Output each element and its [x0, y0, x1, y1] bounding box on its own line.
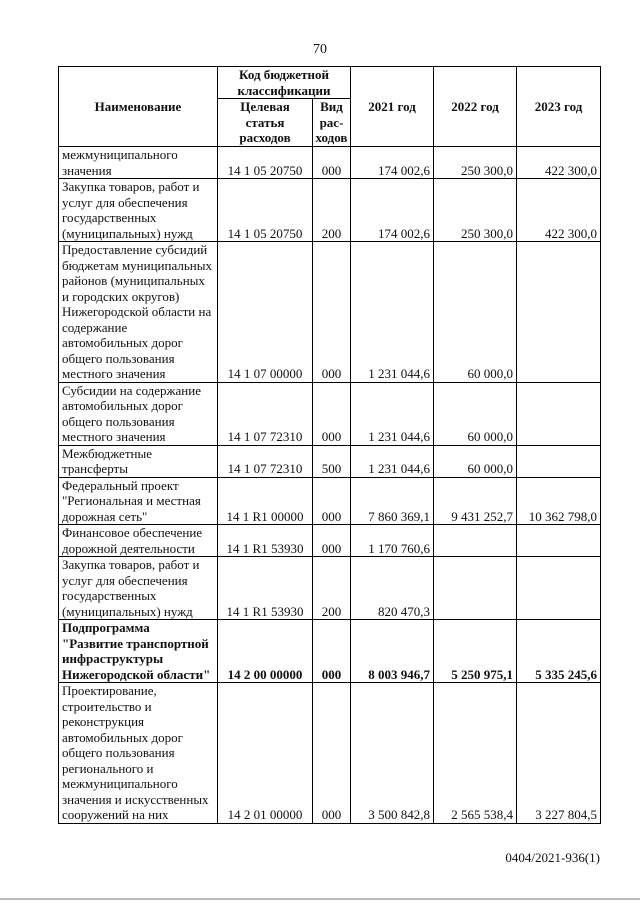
- cell-y2021: 3 500 842,8: [351, 683, 434, 824]
- table-body: [59, 147, 601, 824]
- cell-name: Подпрограмма "Развитие транспортной инфраструктуры Нижегородской области": [59, 620, 218, 683]
- cell-y2023: [517, 445, 601, 477]
- cell-code: 14 2 00 00000: [218, 620, 313, 683]
- cell-vid: 000: [313, 620, 351, 683]
- table-row: [59, 242, 601, 383]
- cell-y2023: 3 227 804,5: [517, 683, 601, 824]
- cell-vid: 500: [313, 445, 351, 477]
- cell-y2022: 60 000,0: [434, 382, 517, 445]
- cell-code: 14 1 07 72310: [218, 445, 313, 477]
- cell-y2021: 174 002,6: [351, 147, 434, 179]
- header-code-group: Код бюджетной классификации: [218, 67, 351, 99]
- scan-edge-line: [0, 898, 640, 900]
- cell-vid: 000: [313, 525, 351, 557]
- header-year-2022: 2022 год: [434, 67, 517, 147]
- cell-y2021: 7 860 369,1: [351, 477, 434, 525]
- cell-y2022: 250 300,0: [434, 147, 517, 179]
- cell-code: 14 1 R1 53930: [218, 557, 313, 620]
- header-year-2021: 2021 год: [351, 67, 434, 147]
- cell-name: Межбюджетные трансферты: [59, 445, 218, 477]
- cell-y2023: [517, 382, 601, 445]
- cell-name: Субсидии на содержание автомобильных дорог общего пользования местного значения: [59, 382, 218, 445]
- cell-vid: 000: [313, 242, 351, 383]
- cell-vid: 000: [313, 147, 351, 179]
- table-row: [59, 477, 601, 525]
- table-row: [59, 557, 601, 620]
- table-row: [59, 382, 601, 445]
- cell-y2022: 5 250 975,1: [434, 620, 517, 683]
- cell-y2023: [517, 242, 601, 383]
- cell-code: 14 1 05 20750: [218, 147, 313, 179]
- cell-y2023: [517, 525, 601, 557]
- cell-y2022: [434, 557, 517, 620]
- header-name: Наименование: [59, 67, 218, 147]
- table-row: [59, 525, 601, 557]
- cell-y2021: 1 231 044,6: [351, 242, 434, 383]
- cell-y2021: 1 170 760,6: [351, 525, 434, 557]
- cell-name: Федеральный проект "Региональная и местная дорожная сеть": [59, 477, 218, 525]
- cell-y2021: 1 231 044,6: [351, 382, 434, 445]
- cell-vid: 000: [313, 683, 351, 824]
- header-expense-type: Вид рас-ходов: [313, 99, 351, 147]
- cell-y2023: 422 300,0: [517, 147, 601, 179]
- cell-code: 14 2 01 00000: [218, 683, 313, 824]
- document-code: 0404/2021-936(1): [505, 850, 600, 865]
- cell-y2021: 8 003 946,7: [351, 620, 434, 683]
- cell-y2022: 60 000,0: [434, 445, 517, 477]
- cell-vid: 200: [313, 557, 351, 620]
- cell-vid: 200: [313, 179, 351, 242]
- cell-y2022: 60 000,0: [434, 242, 517, 383]
- cell-vid: 000: [313, 382, 351, 445]
- cell-y2022: 2 565 538,4: [434, 683, 517, 824]
- table-row: [59, 147, 601, 179]
- table-row: [59, 179, 601, 242]
- table-row: [59, 683, 601, 824]
- cell-y2022: [434, 525, 517, 557]
- cell-y2022: 250 300,0: [434, 179, 517, 242]
- budget-table: [58, 66, 601, 824]
- cell-y2023: [517, 557, 601, 620]
- cell-name: межмуниципального значения: [59, 147, 218, 179]
- cell-vid: 000: [313, 477, 351, 525]
- cell-y2021: 174 002,6: [351, 179, 434, 242]
- header-year-2023: 2023 год: [517, 67, 601, 147]
- cell-y2021: 1 231 044,6: [351, 445, 434, 477]
- cell-code: 14 1 07 00000: [218, 242, 313, 383]
- cell-code: 14 1 05 20750: [218, 179, 313, 242]
- table-header: [59, 67, 601, 147]
- cell-code: 14 1 R1 00000: [218, 477, 313, 525]
- cell-code: 14 1 07 72310: [218, 382, 313, 445]
- cell-y2023: 422 300,0: [517, 179, 601, 242]
- table-row: [59, 620, 601, 683]
- cell-y2023: 10 362 798,0: [517, 477, 601, 525]
- cell-y2023: 5 335 245,6: [517, 620, 601, 683]
- cell-name: Проектирование, строительство и реконструкция автомобильных дорог общего пользования регионального и межмуниципального значения и искусственных сооружений на них: [59, 683, 218, 824]
- header-target-article: Целевая статья расходов: [218, 99, 313, 147]
- cell-name: Финансовое обеспечение дорожной деятельности: [59, 525, 218, 557]
- cell-y2021: 820 470,3: [351, 557, 434, 620]
- cell-code: 14 1 R1 53930: [218, 525, 313, 557]
- table-row: [59, 445, 601, 477]
- cell-y2022: 9 431 252,7: [434, 477, 517, 525]
- cell-name: Закупка товаров, работ и услуг для обеспечения государственных (муниципальных) нужд: [59, 557, 218, 620]
- cell-name: Закупка товаров, работ и услуг для обеспечения государственных (муниципальных) нужд: [59, 179, 218, 242]
- cell-name: Предоставление субсидий бюджетам муниципальных районов (муниципальных и городских округов) Нижегородской области на содержание автомобильных дорог общего пользования местного значения: [59, 242, 218, 383]
- page-number: 70: [313, 42, 327, 57]
